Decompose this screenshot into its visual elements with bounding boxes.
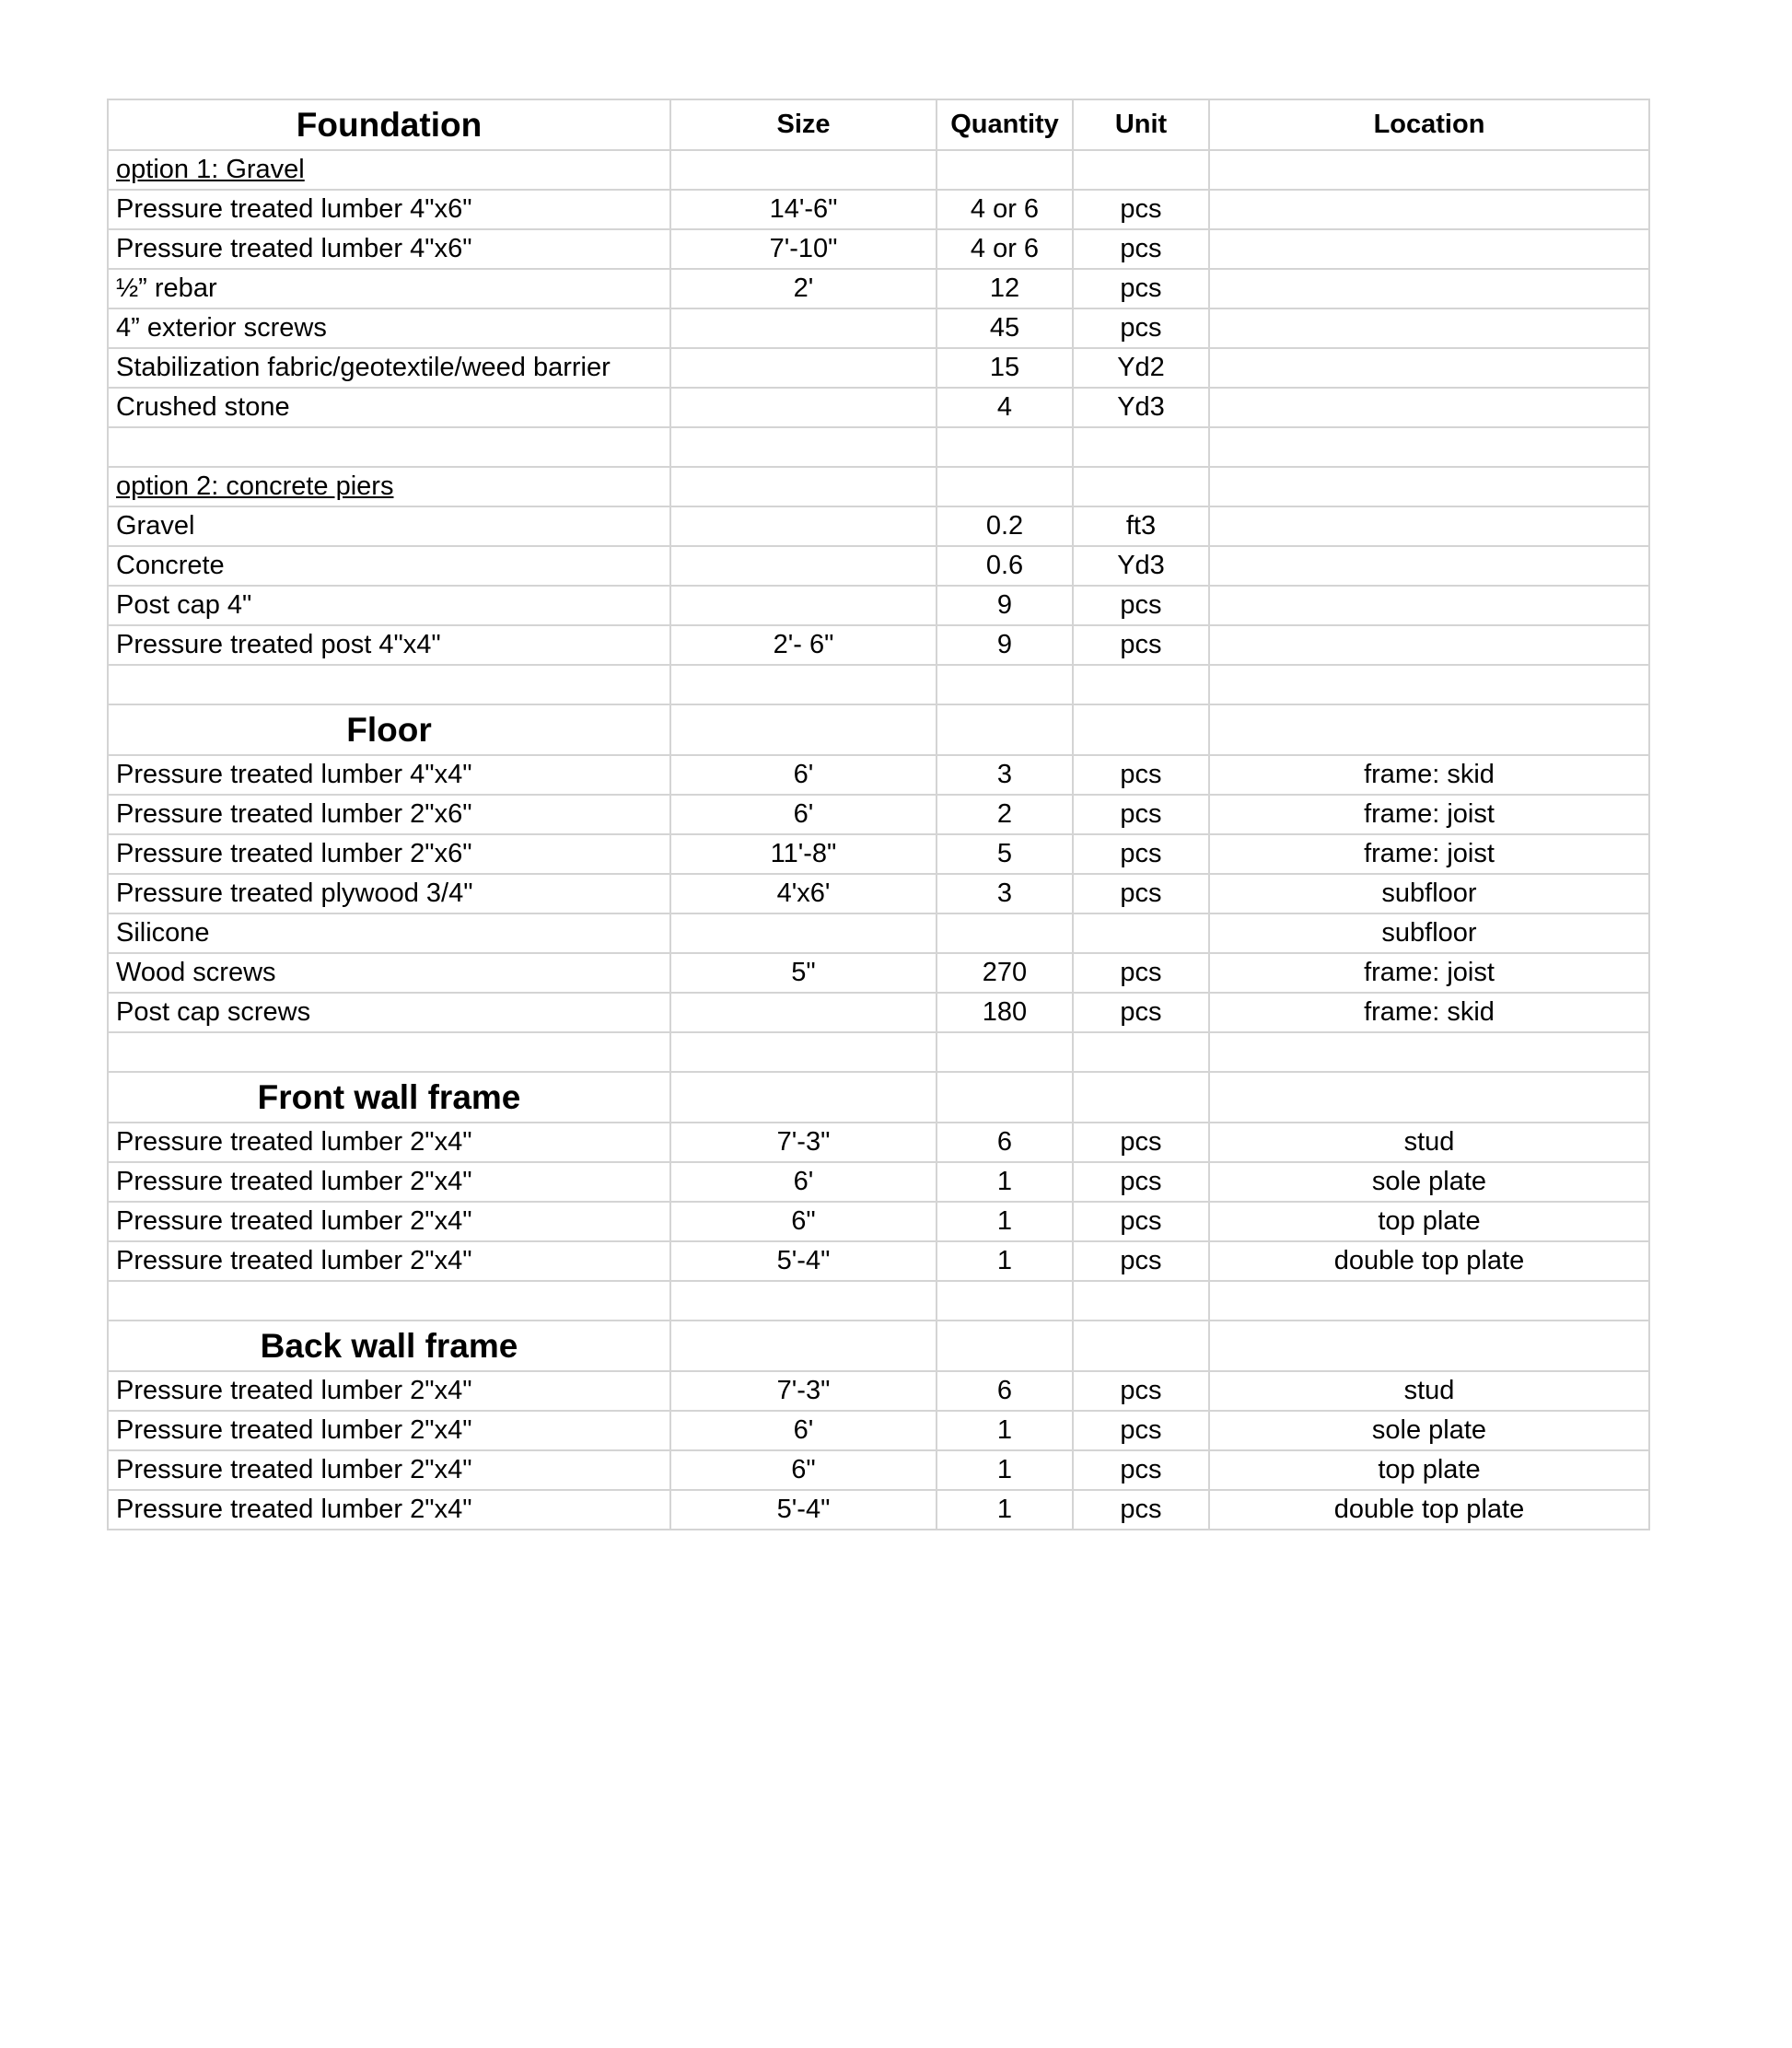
size-cell: 2'- 6": [670, 625, 937, 665]
spacer-row: [108, 427, 1649, 467]
size-cell: 4'x6': [670, 874, 937, 913]
table-row: [108, 190, 1649, 229]
empty-cell: [670, 1281, 937, 1321]
location-cell: top plate: [1209, 1450, 1649, 1490]
table-row: [108, 269, 1649, 308]
table-body: [108, 99, 1649, 1530]
unit-cell: pcs: [1073, 1202, 1209, 1241]
table-row: [108, 388, 1649, 427]
option-label-row: [108, 467, 1649, 506]
empty-cell: [670, 427, 937, 467]
location-cell: sole plate: [1209, 1162, 1649, 1202]
unit-cell: pcs: [1073, 269, 1209, 308]
item-cell: Post cap screws: [108, 993, 670, 1032]
unit-cell: pcs: [1073, 1241, 1209, 1281]
table-row: [108, 1411, 1649, 1450]
quantity-cell: 12: [937, 269, 1073, 308]
item-cell: Pressure treated lumber 4"x6": [108, 190, 670, 229]
empty-cell: [670, 665, 937, 704]
location-cell: [1209, 625, 1649, 665]
size-cell: 7'-3": [670, 1371, 937, 1411]
section-header-row: [108, 704, 1649, 755]
unit-cell: pcs: [1073, 1450, 1209, 1490]
quantity-cell: 0.2: [937, 506, 1073, 546]
quantity-cell: 3: [937, 755, 1073, 795]
table-row: [108, 993, 1649, 1032]
column-header-size: Size: [670, 99, 937, 150]
empty-cell: [937, 1072, 1073, 1123]
unit-cell: Yd3: [1073, 546, 1209, 586]
item-cell: Pressure treated lumber 2"x4": [108, 1123, 670, 1162]
empty-cell: [1209, 1281, 1649, 1321]
spacer-row: [108, 1032, 1649, 1072]
unit-cell: Yd3: [1073, 388, 1209, 427]
unit-cell: pcs: [1073, 625, 1209, 665]
unit-cell: pcs: [1073, 1162, 1209, 1202]
empty-cell: [108, 427, 670, 467]
empty-cell: [1209, 1321, 1649, 1371]
size-cell: [670, 913, 937, 953]
quantity-cell: 1: [937, 1490, 1073, 1530]
unit-cell: pcs: [1073, 190, 1209, 229]
column-header-unit: Unit: [1073, 99, 1209, 150]
size-cell: 2': [670, 269, 937, 308]
quantity-cell: 45: [937, 308, 1073, 348]
empty-cell: [1073, 467, 1209, 506]
size-cell: 6': [670, 755, 937, 795]
unit-cell: pcs: [1073, 755, 1209, 795]
size-cell: [670, 993, 937, 1032]
location-cell: [1209, 308, 1649, 348]
empty-cell: [1073, 1321, 1209, 1371]
size-cell: 5'-4": [670, 1490, 937, 1530]
quantity-cell: 270: [937, 953, 1073, 993]
item-cell: Pressure treated lumber 2"x4": [108, 1162, 670, 1202]
size-cell: 7'-3": [670, 1123, 937, 1162]
size-cell: [670, 506, 937, 546]
unit-cell: pcs: [1073, 229, 1209, 269]
table-row: [108, 795, 1649, 834]
item-cell: Pressure treated lumber 2"x4": [108, 1490, 670, 1530]
section-header-row: [108, 1321, 1649, 1371]
spacer-row: [108, 665, 1649, 704]
item-cell: Pressure treated lumber 2"x4": [108, 1202, 670, 1241]
empty-cell: [1209, 665, 1649, 704]
location-cell: frame: skid: [1209, 993, 1649, 1032]
quantity-cell: 5: [937, 834, 1073, 874]
table-row: [108, 1450, 1649, 1490]
empty-cell: [1209, 1032, 1649, 1072]
quantity-cell: 1: [937, 1241, 1073, 1281]
quantity-cell: 6: [937, 1371, 1073, 1411]
empty-cell: [670, 150, 937, 190]
unit-cell: pcs: [1073, 993, 1209, 1032]
table-row: [108, 1162, 1649, 1202]
unit-cell: pcs: [1073, 586, 1209, 625]
location-cell: frame: joist: [1209, 795, 1649, 834]
location-cell: frame: joist: [1209, 834, 1649, 874]
location-cell: [1209, 269, 1649, 308]
table-row: [108, 1490, 1649, 1530]
quantity-cell: 9: [937, 586, 1073, 625]
empty-cell: [937, 1281, 1073, 1321]
item-cell: Pressure treated lumber 2"x4": [108, 1450, 670, 1490]
empty-cell: [1073, 1072, 1209, 1123]
item-cell: Pressure treated lumber 2"x4": [108, 1411, 670, 1450]
materials-table: [107, 99, 1650, 1530]
table-row: [108, 308, 1649, 348]
location-cell: double top plate: [1209, 1241, 1649, 1281]
location-cell: [1209, 190, 1649, 229]
option-label: option 1: Gravel: [108, 150, 670, 190]
quantity-cell: 1: [937, 1411, 1073, 1450]
size-cell: 6": [670, 1202, 937, 1241]
location-cell: top plate: [1209, 1202, 1649, 1241]
column-header-location: Location: [1209, 99, 1649, 150]
size-cell: [670, 348, 937, 388]
item-cell: Pressure treated lumber 2"x4": [108, 1241, 670, 1281]
unit-cell: pcs: [1073, 953, 1209, 993]
quantity-cell: 3: [937, 874, 1073, 913]
size-cell: 6': [670, 1411, 937, 1450]
quantity-cell: 15: [937, 348, 1073, 388]
item-cell: Pressure treated post 4"x4": [108, 625, 670, 665]
table-row: [108, 834, 1649, 874]
location-cell: stud: [1209, 1371, 1649, 1411]
item-cell: Silicone: [108, 913, 670, 953]
empty-cell: [1209, 467, 1649, 506]
size-cell: [670, 388, 937, 427]
location-cell: frame: skid: [1209, 755, 1649, 795]
size-cell: 14'-6": [670, 190, 937, 229]
section-title: Foundation: [108, 99, 670, 150]
section-header-row: [108, 1072, 1649, 1123]
item-cell: Pressure treated lumber 2"x4": [108, 1371, 670, 1411]
table-row: [108, 874, 1649, 913]
location-cell: subfloor: [1209, 874, 1649, 913]
table-row: [108, 913, 1649, 953]
size-cell: [670, 586, 937, 625]
item-cell: 4” exterior screws: [108, 308, 670, 348]
quantity-cell: 6: [937, 1123, 1073, 1162]
size-cell: 6": [670, 1450, 937, 1490]
location-cell: [1209, 586, 1649, 625]
location-cell: subfloor: [1209, 913, 1649, 953]
empty-cell: [1209, 150, 1649, 190]
empty-cell: [1073, 1281, 1209, 1321]
unit-cell: pcs: [1073, 795, 1209, 834]
empty-cell: [937, 1032, 1073, 1072]
empty-cell: [108, 665, 670, 704]
table-row: [108, 586, 1649, 625]
size-cell: 6': [670, 1162, 937, 1202]
item-cell: Stabilization fabric/geotextile/weed barrier: [108, 348, 670, 388]
quantity-cell: 4: [937, 388, 1073, 427]
empty-cell: [937, 150, 1073, 190]
table-row: [108, 755, 1649, 795]
unit-cell: pcs: [1073, 834, 1209, 874]
empty-cell: [1209, 1072, 1649, 1123]
column-header-quantity: Quantity: [937, 99, 1073, 150]
location-cell: stud: [1209, 1123, 1649, 1162]
empty-cell: [1209, 427, 1649, 467]
section-title: Floor: [108, 704, 670, 755]
location-cell: [1209, 388, 1649, 427]
empty-cell: [1073, 1032, 1209, 1072]
location-cell: [1209, 348, 1649, 388]
quantity-cell: 1: [937, 1162, 1073, 1202]
item-cell: Pressure treated lumber 4"x4": [108, 755, 670, 795]
empty-cell: [670, 1032, 937, 1072]
spacer-row: [108, 1281, 1649, 1321]
item-cell: Pressure treated lumber 2"x6": [108, 795, 670, 834]
size-cell: 5'-4": [670, 1241, 937, 1281]
empty-cell: [1073, 665, 1209, 704]
table-row: [108, 1123, 1649, 1162]
quantity-cell: 9: [937, 625, 1073, 665]
empty-cell: [670, 1072, 937, 1123]
location-cell: [1209, 506, 1649, 546]
unit-cell: pcs: [1073, 1490, 1209, 1530]
unit-cell: pcs: [1073, 1123, 1209, 1162]
item-cell: Concrete: [108, 546, 670, 586]
table-row: [108, 348, 1649, 388]
item-cell: Post cap 4": [108, 586, 670, 625]
table-row: [108, 1202, 1649, 1241]
empty-cell: [937, 427, 1073, 467]
item-cell: Pressure treated plywood 3/4": [108, 874, 670, 913]
table-row: [108, 1371, 1649, 1411]
empty-cell: [937, 704, 1073, 755]
location-cell: [1209, 546, 1649, 586]
size-cell: 7'-10": [670, 229, 937, 269]
item-cell: Pressure treated lumber 2"x6": [108, 834, 670, 874]
size-cell: 11'-8": [670, 834, 937, 874]
table-row: [108, 546, 1649, 586]
quantity-cell: 1: [937, 1202, 1073, 1241]
size-cell: 6': [670, 795, 937, 834]
empty-cell: [937, 665, 1073, 704]
item-cell: Pressure treated lumber 4"x6": [108, 229, 670, 269]
empty-cell: [937, 467, 1073, 506]
location-cell: [1209, 229, 1649, 269]
empty-cell: [1073, 704, 1209, 755]
empty-cell: [670, 1321, 937, 1371]
location-cell: frame: joist: [1209, 953, 1649, 993]
size-cell: [670, 546, 937, 586]
size-cell: 5": [670, 953, 937, 993]
item-cell: ½” rebar: [108, 269, 670, 308]
table-row: [108, 625, 1649, 665]
section-title: Front wall frame: [108, 1072, 670, 1123]
quantity-cell: 1: [937, 1450, 1073, 1490]
empty-cell: [1073, 427, 1209, 467]
item-cell: Wood screws: [108, 953, 670, 993]
location-cell: sole plate: [1209, 1411, 1649, 1450]
unit-cell: [1073, 913, 1209, 953]
option-label-row: [108, 150, 1649, 190]
option-label: option 2: concrete piers: [108, 467, 670, 506]
quantity-cell: 4 or 6: [937, 229, 1073, 269]
item-cell: Crushed stone: [108, 388, 670, 427]
quantity-cell: [937, 913, 1073, 953]
unit-cell: ft3: [1073, 506, 1209, 546]
section-title: Back wall frame: [108, 1321, 670, 1371]
table-row: [108, 229, 1649, 269]
empty-cell: [937, 1321, 1073, 1371]
quantity-cell: 0.6: [937, 546, 1073, 586]
quantity-cell: 4 or 6: [937, 190, 1073, 229]
table-row: [108, 953, 1649, 993]
unit-cell: pcs: [1073, 1371, 1209, 1411]
empty-cell: [670, 704, 937, 755]
section-header-row: [108, 99, 1649, 150]
empty-cell: [1073, 150, 1209, 190]
unit-cell: pcs: [1073, 874, 1209, 913]
table-row: [108, 1241, 1649, 1281]
empty-cell: [1209, 704, 1649, 755]
unit-cell: pcs: [1073, 308, 1209, 348]
quantity-cell: 180: [937, 993, 1073, 1032]
empty-cell: [108, 1281, 670, 1321]
empty-cell: [108, 1032, 670, 1072]
unit-cell: Yd2: [1073, 348, 1209, 388]
empty-cell: [670, 467, 937, 506]
table-row: [108, 506, 1649, 546]
unit-cell: pcs: [1073, 1411, 1209, 1450]
quantity-cell: 2: [937, 795, 1073, 834]
item-cell: Gravel: [108, 506, 670, 546]
size-cell: [670, 308, 937, 348]
location-cell: double top plate: [1209, 1490, 1649, 1530]
